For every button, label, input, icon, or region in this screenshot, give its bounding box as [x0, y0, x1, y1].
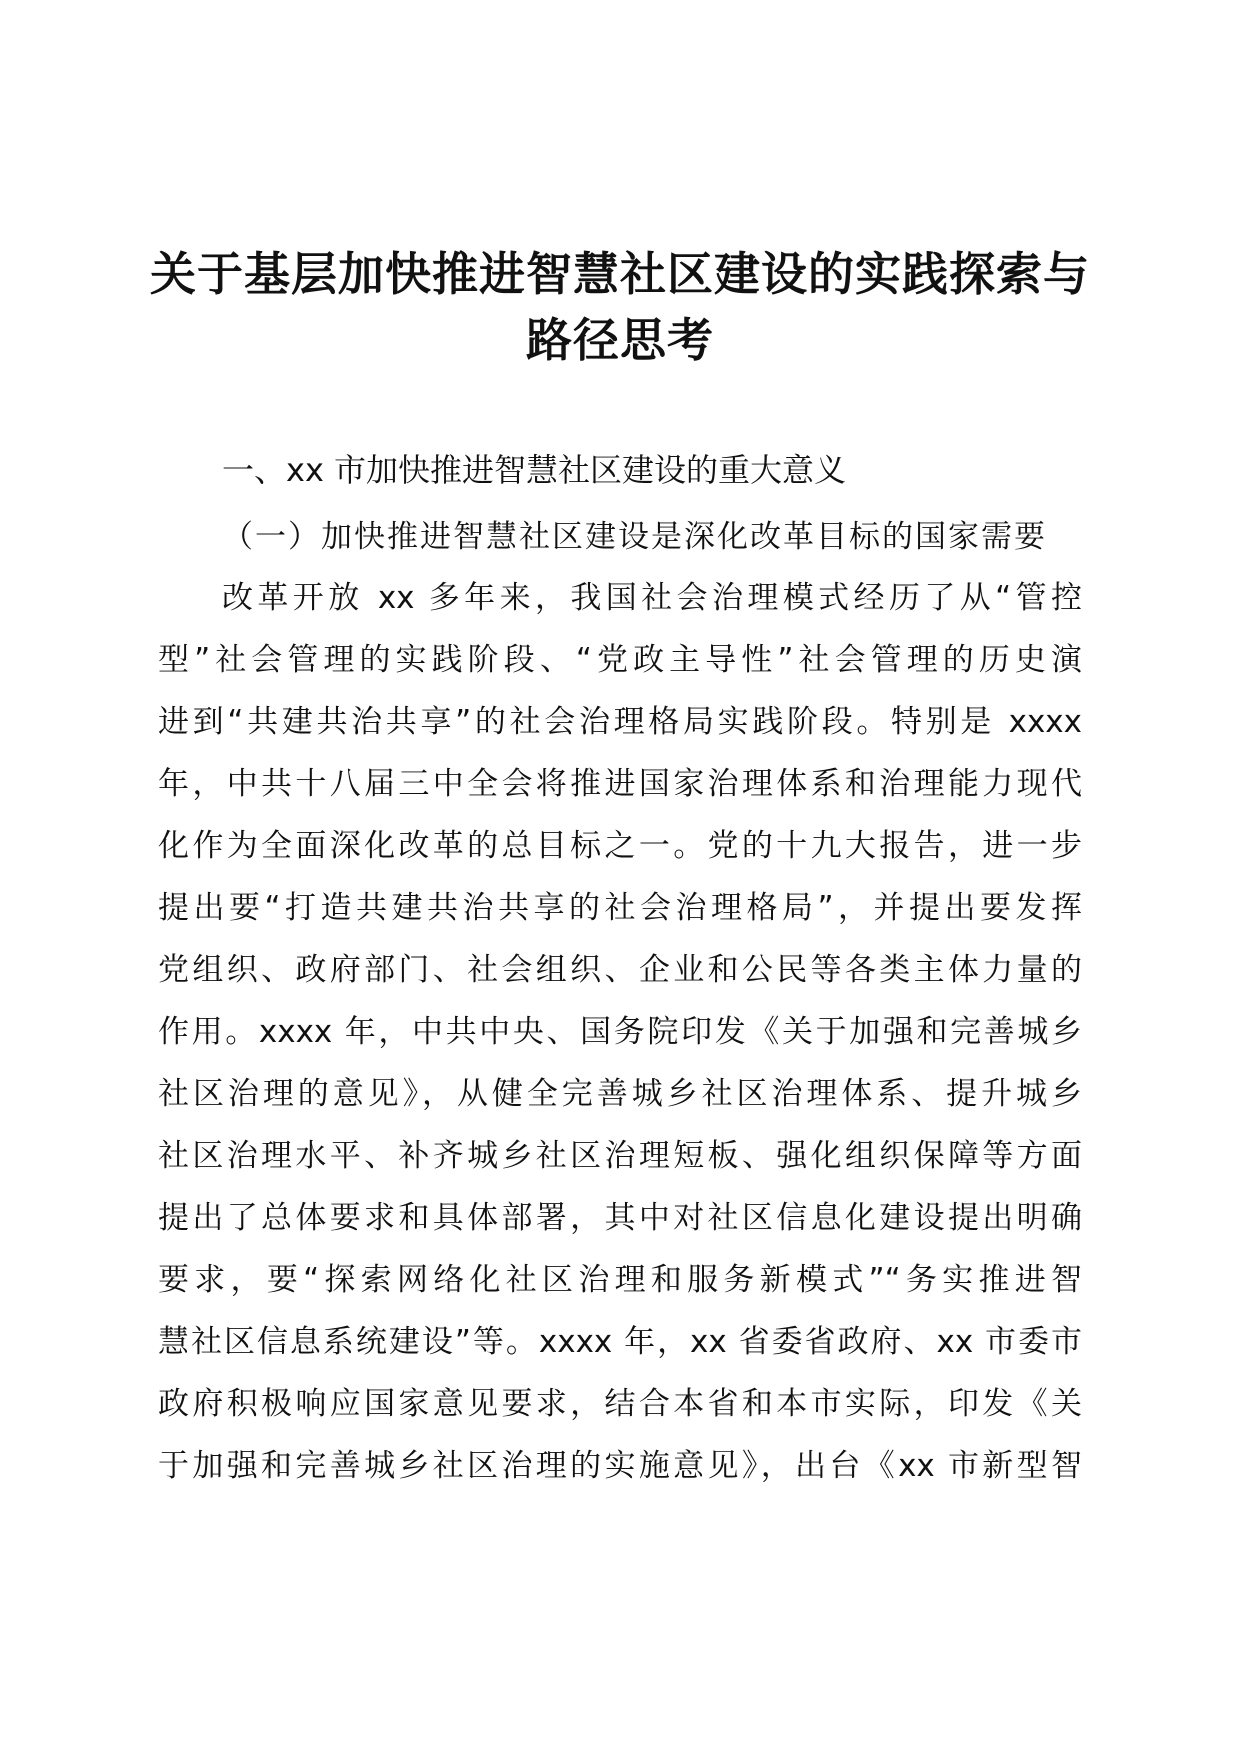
section-heading: 一、xx 市加快推进智慧社区建设的重大意义 — [222, 451, 847, 489]
body-text-line: 社区治理的意见》，从健全完善城乡社区治理体系、提升城乡 — [158, 1076, 1082, 1112]
document-title-line-1: 关于基层加快推进智慧社区建设的实践探索与 — [150, 247, 1090, 301]
subsection-heading: （一）加快推进智慧社区建设是深化改革目标的国家需要 — [222, 519, 1047, 555]
body-text-line: 政府积极响应国家意见要求，结合本省和本市实际，印发《关 — [158, 1386, 1082, 1422]
body-text-line: 要求，要“探索网络化社区治理和服务新模式”“务实推进智 — [158, 1262, 1082, 1298]
body-text-line: 改革开放 xx 多年来，我国社会治理模式经历了从“管控 — [222, 580, 1082, 616]
body-text-line: 化作为全面深化改革的总目标之一。党的十九大报告，进一步 — [158, 828, 1082, 864]
body-text-line: 于加强和完善城乡社区治理的实施意见》，出台《xx 市新型智 — [158, 1448, 1082, 1484]
body-text-line: 社区治理水平、补齐城乡社区治理短板、强化组织保障等方面 — [158, 1138, 1082, 1174]
body-text-line: 年，中共十八届三中全会将推进国家治理体系和治理能力现代 — [158, 766, 1082, 802]
body-text-line: 进到“共建共治共享”的社会治理格局实践阶段。特别是 xxxx — [158, 704, 1082, 740]
document-title-line-2: 路径思考 — [526, 313, 714, 367]
body-text-line: 提出要“打造共建共治共享的社会治理格局”，并提出要发挥 — [158, 890, 1082, 926]
body-text-line: 党组织、政府部门、社会组织、企业和公民等各类主体力量的 — [158, 952, 1082, 988]
body-text-line: 型”社会管理的实践阶段、“党政主导性”社会管理的历史演 — [158, 642, 1082, 678]
body-text-line: 提出了总体要求和具体部署，其中对社区信息化建设提出明确 — [158, 1200, 1082, 1236]
body-text-line: 作用。xxxx 年，中共中央、国务院印发《关于加强和完善城乡 — [158, 1014, 1082, 1050]
body-text-line: 慧社区信息系统建设”等。xxxx 年，xx 省委省政府、xx 市委市 — [158, 1324, 1082, 1360]
